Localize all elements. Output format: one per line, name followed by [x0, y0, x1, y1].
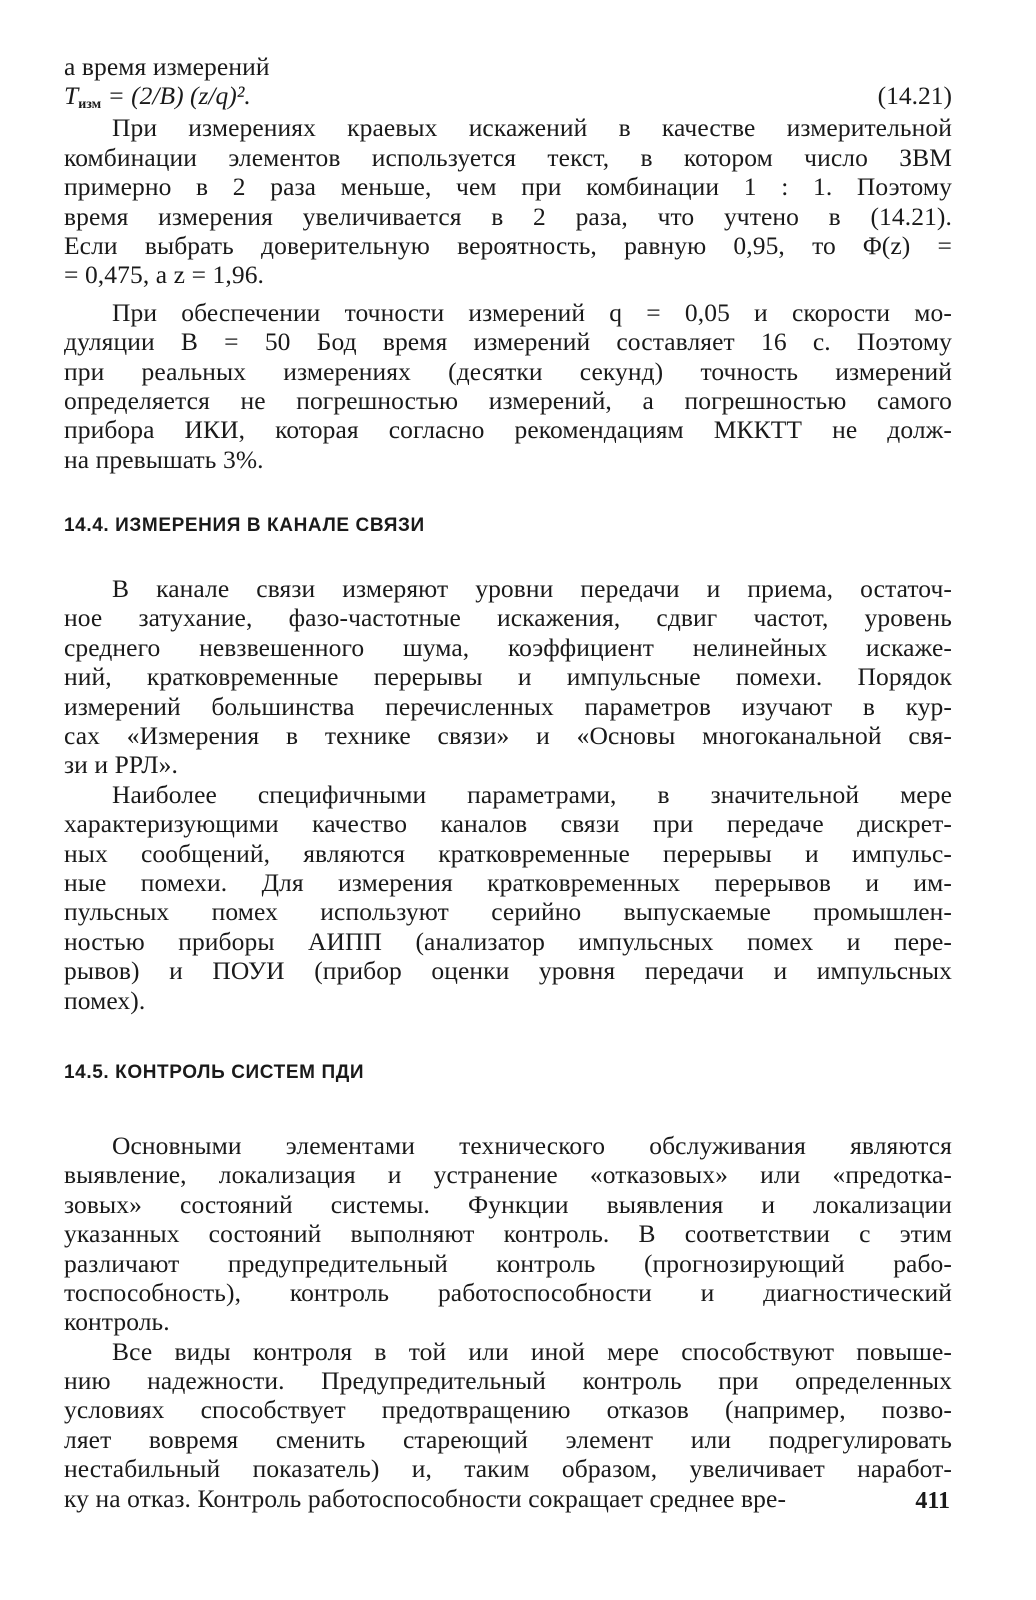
text-line: комбинации элементов используется текст, в котором число ЗВМ — [64, 142, 952, 172]
text-line: определяется не погрешностью измерений, а погрешностью самого — [64, 385, 952, 415]
text-line: зи и РРЛ». — [64, 750, 178, 780]
text-line: ностью приборы АИПП (анализатор импульсных помех и пере- — [64, 926, 952, 956]
text-line: на превышать 3%. — [64, 444, 264, 474]
text-line: контроль. — [64, 1307, 170, 1337]
text-line: различают предупредительный контроль (прогнозирующий рабо- — [64, 1248, 952, 1278]
paragraph-1 — [64, 113, 952, 289]
text-line: ний, кратковременные перерывы и импульсные помехи. Порядок — [64, 662, 952, 692]
text-line: условиях способствует предотвращению отказов (например, позво- — [64, 1395, 952, 1425]
text-line: при реальных измерениях (десятки секунд) точность измерений — [64, 356, 952, 386]
formula-14-21 — [64, 81, 952, 113]
text-line: В канале связи измеряют уровни передачи и приема, остаточ- — [112, 574, 952, 604]
text-line: Основными элементами технического обслуживания являются — [112, 1130, 952, 1160]
text-line: тоспособность), контроль работоспособности и диагностический — [64, 1277, 952, 1307]
text-line: При измерениях краевых искажений в качестве измерительной — [112, 113, 952, 143]
section-heading-14-4: 14.4. ИЗМЕРЕНИЯ В КАНАЛЕ СВЯЗИ — [64, 515, 425, 537]
paragraph-4 — [64, 780, 952, 1015]
text-line: время измерения увеличивается в 2 раза, что учтено в (14.21). — [64, 201, 952, 231]
text-line: характеризующими качество каналов связи при передаче дискрет- — [64, 809, 952, 839]
text-line: ные помехи. Для измерения кратковременных перерывов и им- — [64, 867, 952, 897]
paragraph-6 — [64, 1337, 952, 1513]
text-line: выявление, локализация и устранение «отказовых» или «предотка- — [64, 1160, 952, 1190]
paragraph-3 — [64, 574, 952, 780]
text-line: При обеспечении точности измерений q = 0,05 и скорости мо- — [112, 297, 952, 327]
text-line: указанных состояний выполняют контроль. В соответствии с этим — [64, 1219, 952, 1249]
text-line: нестабильный показатель) и, таким образом, увеличивает наработ- — [64, 1454, 952, 1484]
formula-number: (14.21) — [877, 81, 952, 111]
text-line: прибора ИКИ, которая согласно рекомендациям МККТТ не долж- — [64, 415, 952, 445]
text-line: среднего невзвешенного шума, коэффициент нелинейных искаже- — [64, 632, 952, 662]
text-line: измерений большинства перечисленных параметров изучают в кур- — [64, 691, 952, 721]
page-number: 411 — [915, 1488, 950, 1514]
formula-rhs: = (2/B) (z/q)². — [101, 81, 251, 111]
intro-line: а время измерений — [64, 52, 270, 81]
paragraph-5 — [64, 1131, 952, 1337]
text-line: Все виды контроля в той или иной мере способствуют повыше- — [112, 1336, 952, 1366]
text-line: Наиболее специфичными параметрами, в значительной мере — [112, 779, 952, 809]
text-line: ных сообщений, являются кратковременные перерывы и импульс- — [64, 838, 952, 868]
text-line: Если выбрать доверительную вероятность, равную 0,95, то Φ(z) = — [64, 230, 952, 260]
document-page — [64, 52, 952, 1513]
formula-lhs: T — [64, 81, 79, 111]
text-line: пульсных помех используют серийно выпускаемые промышлен- — [64, 897, 952, 927]
text-line: нию надежности. Предупредительный контроль при определенных — [64, 1366, 952, 1396]
text-line: ляет вовремя сменить стареющий элемент или подрегулировать — [64, 1424, 952, 1454]
section-heading-14-5: 14.5. КОНТРОЛЬ СИСТЕМ ПДИ — [64, 1061, 365, 1083]
text-line: дуляции B = 50 Бод время измерений составляет 16 с. Поэтому — [64, 327, 952, 357]
formula-expression — [64, 81, 251, 113]
text-line: помех). — [64, 985, 146, 1015]
text-line: ное затухание, фазо-частотные искажения, сдвиг частот, уровень — [64, 603, 952, 633]
text-line: сах «Измерения в технике связи» и «Основы многоканальной свя- — [64, 721, 952, 751]
text-line: рывов) и ПОУИ (прибор оценки уровня передачи и импульсных — [64, 956, 952, 986]
paragraph-2 — [64, 298, 952, 474]
text-line: = 0,475, а z = 1,96. — [64, 260, 265, 290]
text-line: зовых» состояний системы. Функции выявления и локализации — [64, 1189, 952, 1219]
text-line: ку на отказ. Контроль работоспособности сокращает среднее вре- — [64, 1483, 787, 1513]
text-line: примерно в 2 раза меньше, чем при комбинации 1 : 1. Поэтому — [64, 172, 952, 202]
formula-subscript: изм — [78, 97, 102, 113]
